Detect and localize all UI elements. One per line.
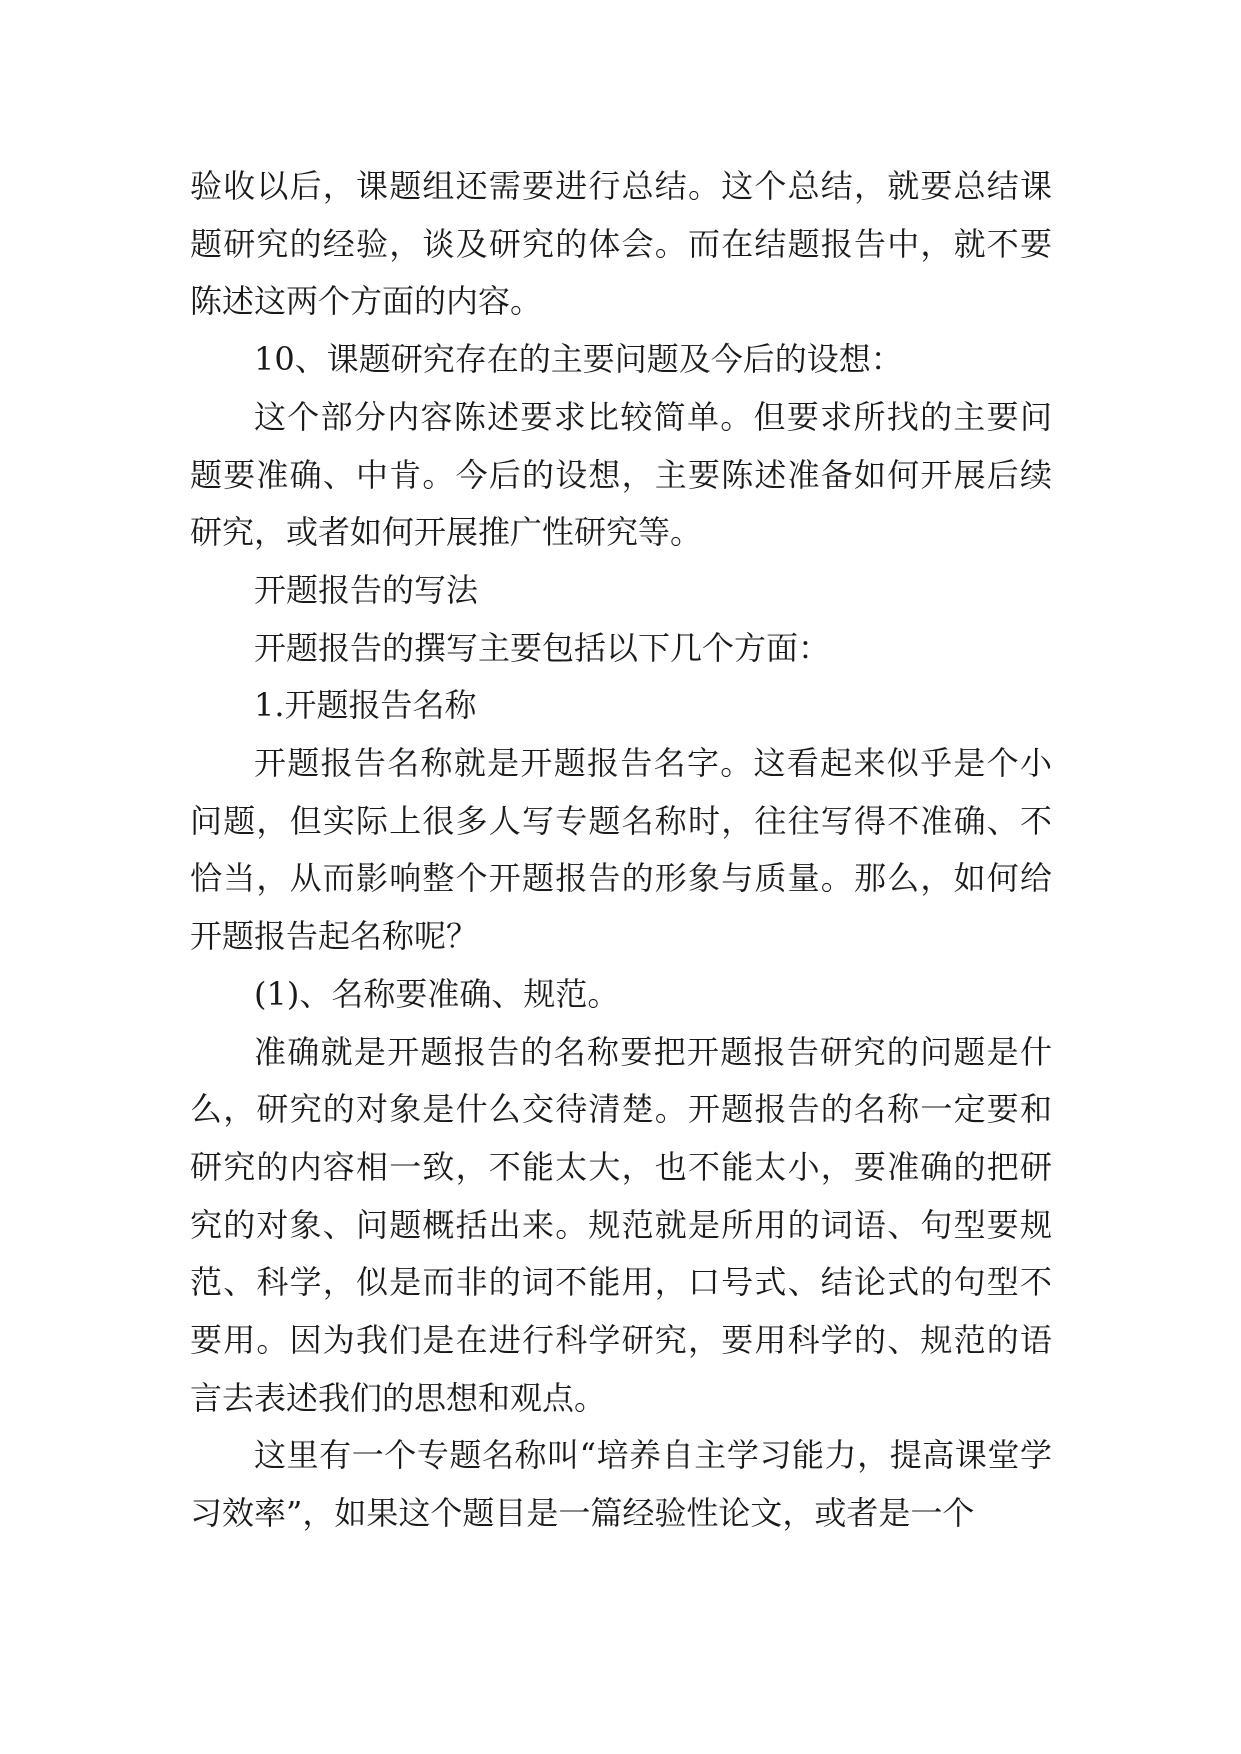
paragraph-7: 开题报告名称就是开题报告名字。这看起来似乎是个小问题，但实际上很多人写专题名称时，往往写得不准确、不恰当，从而影响整个开题报告的形象与质量。那么，如何给开题报告起名称呢？	[190, 744, 1052, 956]
section-heading-10: 10、课题研究存在的主要问题及今后的设想：	[254, 340, 903, 379]
paragraph-10: 这里有一个专题名称叫“培养自主学习能力，提高课堂学习效率”，如果这个题目是一篇经验性论文，或者是一个	[190, 1436, 1052, 1533]
subheading-1: 1.开题报告名称	[254, 686, 477, 725]
paragraph-3: 这个部分内容陈述要求比较简单。但要求所找的主要问题要准确、中肯。今后的设想，主要陈述准备如何开展后续研究，或者如何开展推广性研究等。	[190, 397, 1052, 552]
paragraph-9: 准确就是开题报告的名称要把开题报告研究的问题是什么，研究的对象是什么交待清楚。开题报告的名称一定要和研究的内容相一致，不能太大，也不能太小，要准确的把研究的对象、问题概括出来。规范就是所用的词语、句型要规范、科学，似是而非的词不能用，口号式、结论式的句型不要用。因为我们是在进行科学研究，要用科学的、规范的语言去表述我们的思想和观点。	[190, 1032, 1052, 1417]
paragraph-1: 验收以后，课题组还需要进行总结。这个总结，就要总结课题研究的经验，谈及研究的体会。而在结题报告中，就不要陈述这两个方面的内容。	[190, 167, 1052, 321]
subheading-1-1: (1)、名称要准确、规范。	[254, 974, 620, 1013]
section-title: 开题报告的写法	[254, 570, 479, 609]
document-body	[190, 158, 1052, 1543]
paragraph-5: 开题报告的撰写主要包括以下几个方面：	[254, 628, 831, 667]
